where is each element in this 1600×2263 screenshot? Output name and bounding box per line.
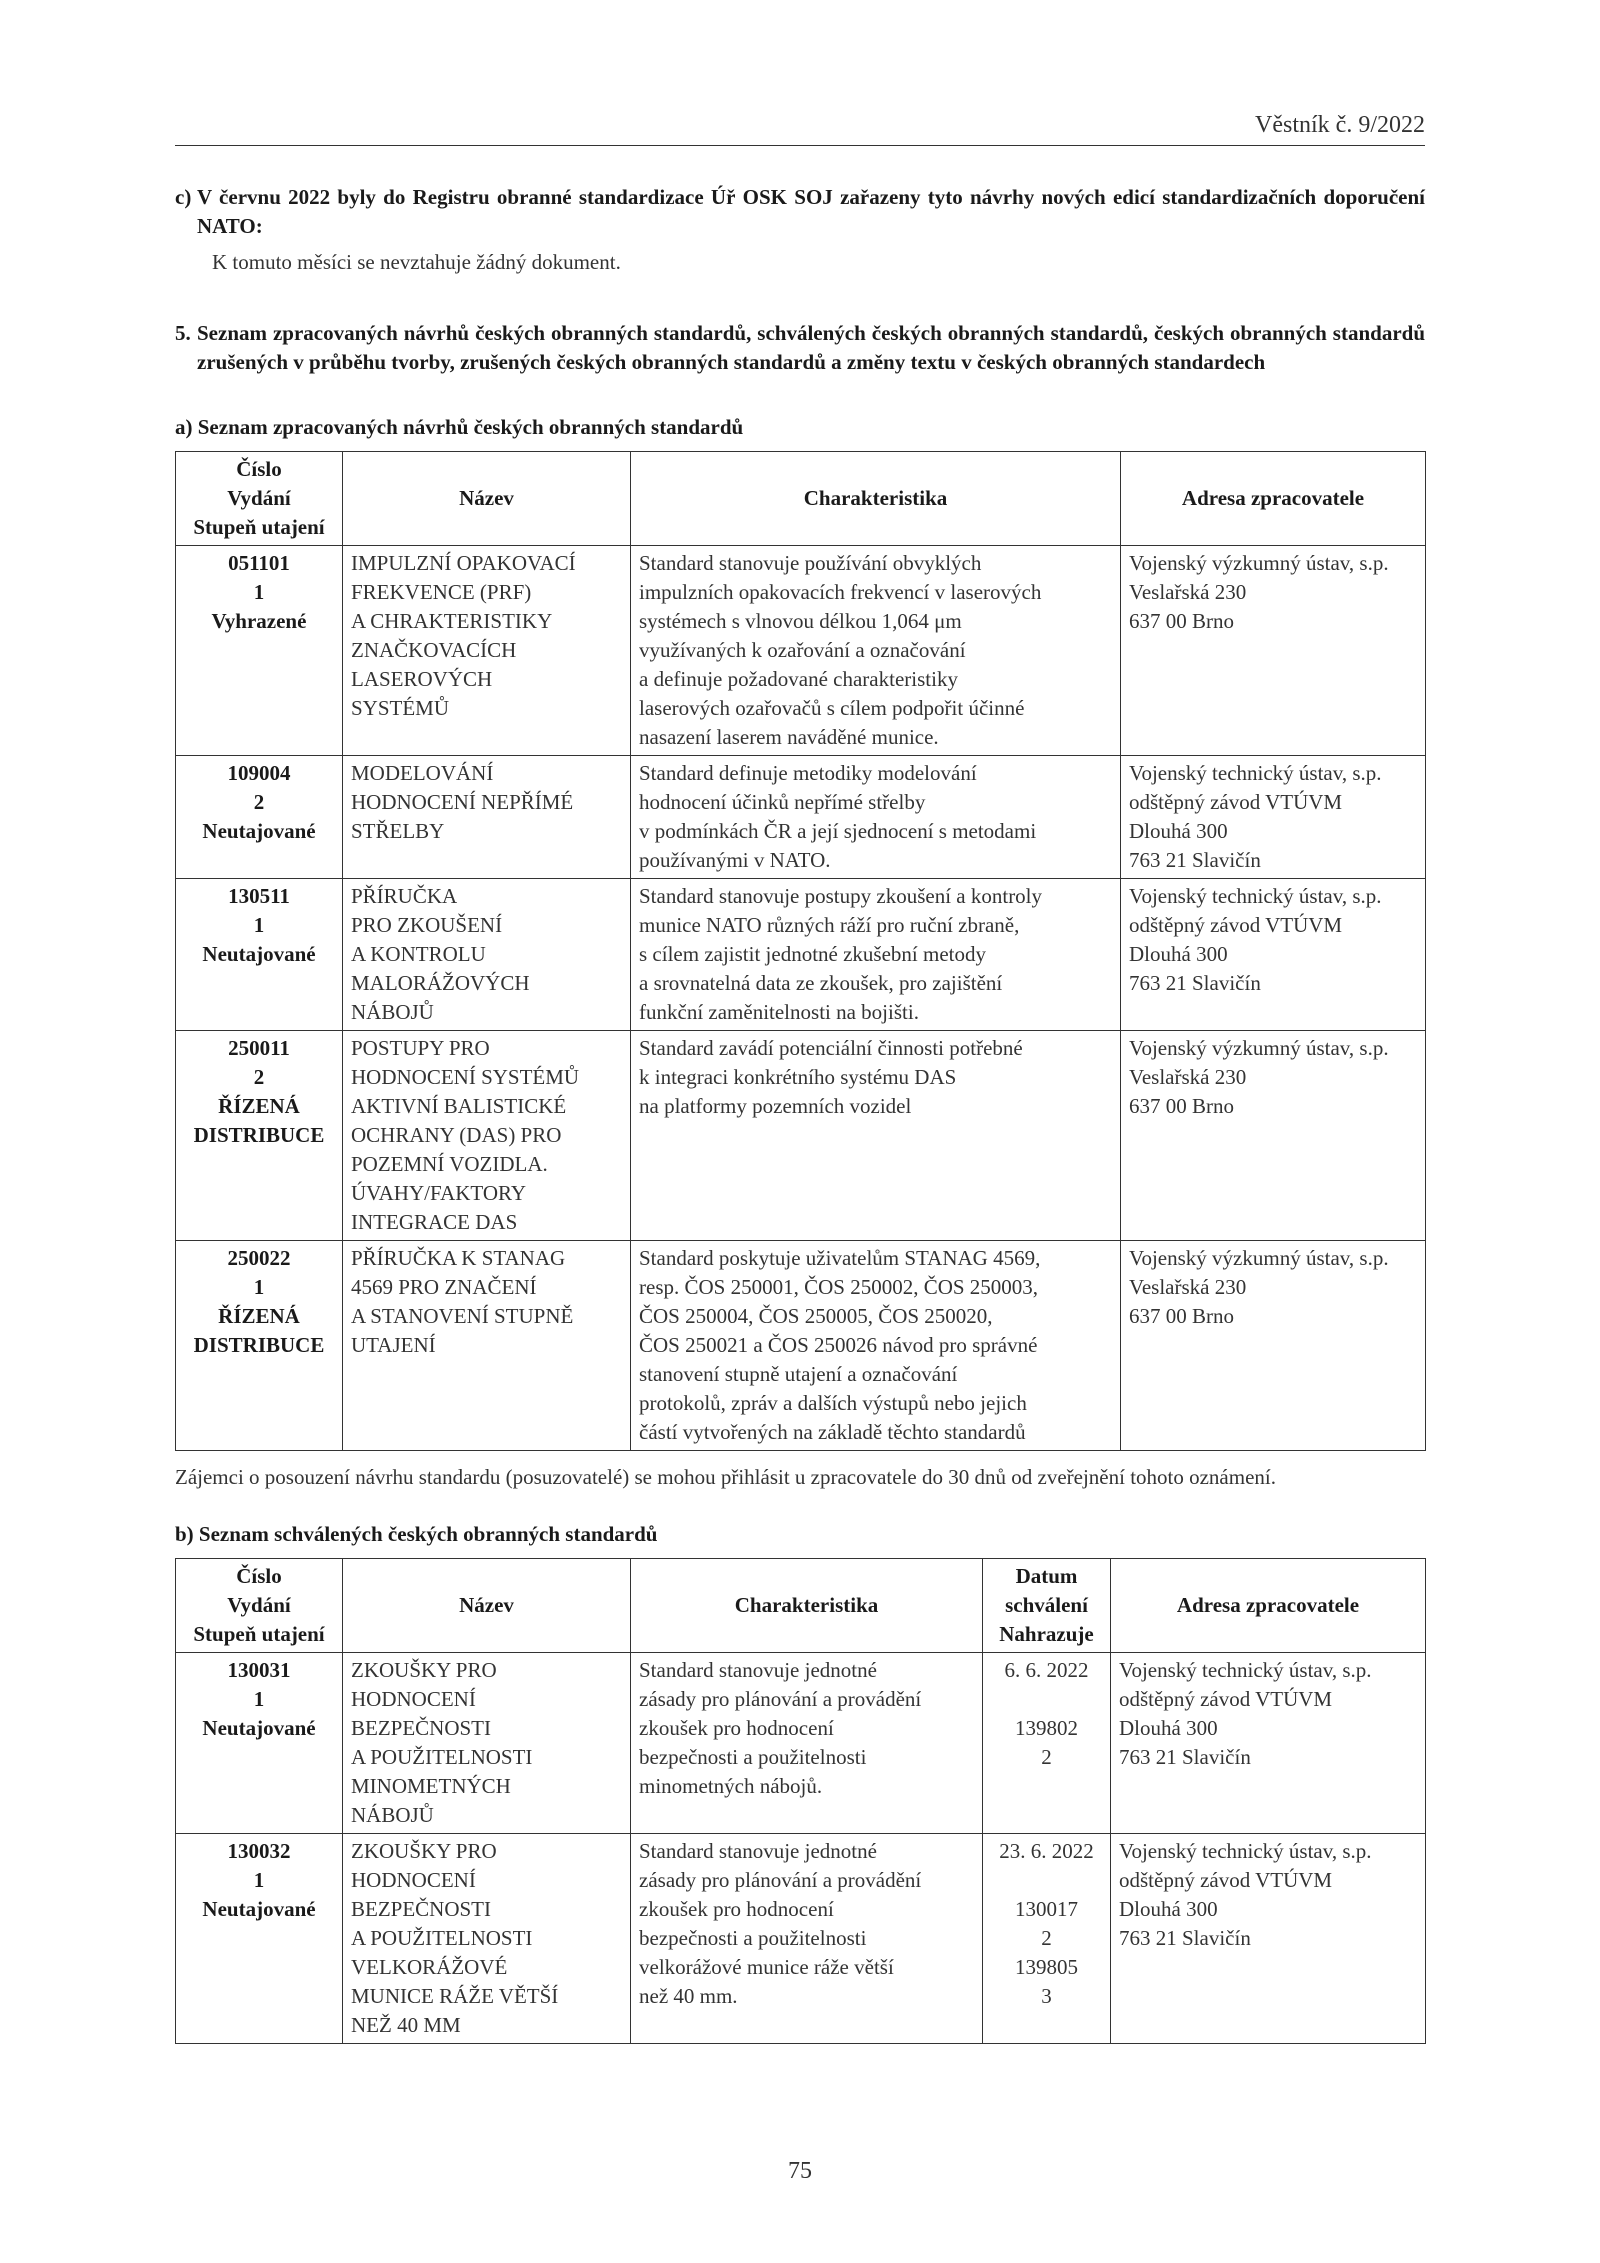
table-row xyxy=(176,1834,1426,2044)
cislo-cell-line: 250022 xyxy=(227,1246,291,1270)
cislo-cell-line: 1 xyxy=(253,1275,265,1299)
adresa-cell-line: Vojenský výzkumný ústav, s.p. xyxy=(1129,1246,1389,1270)
charakteristika-cell-line: systémech s vlnovou délkou 1,064 μm xyxy=(639,609,962,633)
cislo-cell-line: DISTRIBUCE xyxy=(193,1123,325,1147)
nazev-cell-line: A KONTROLU xyxy=(351,942,486,966)
table-b-header-charakteristika: Charakteristika xyxy=(631,1559,983,1653)
adresa-cell-line: Veslařská 230 xyxy=(1129,1275,1247,1299)
header-line: Vydání xyxy=(227,486,291,510)
nazev-cell xyxy=(343,1241,631,1451)
cislo-cell-line: 051101 xyxy=(228,551,290,575)
nazev-cell-line: UTAJENÍ xyxy=(351,1333,436,1357)
cislo-cell-line: Vyhrazené xyxy=(211,609,307,633)
nazev-cell-line: MALORÁŽOVÝCH xyxy=(351,971,530,995)
adresa-cell-line: Vojenský technický ústav, s.p. xyxy=(1119,1839,1372,1863)
charakteristika-cell xyxy=(631,1241,1121,1451)
table-row xyxy=(176,879,1426,1031)
charakteristika-cell-line: a definuje požadované charakteristiky xyxy=(639,667,958,691)
adresa-cell-line: Vojenský výzkumný ústav, s.p. xyxy=(1129,551,1389,575)
nazev-cell xyxy=(343,546,631,756)
cislo-cell-line: 130511 xyxy=(228,884,290,908)
table-a-title: a) Seznam zpracovaných návrhů českých obranných standardů xyxy=(175,415,744,439)
charakteristika-cell-line: s cílem zajistit jednotné zkušební metody xyxy=(639,942,987,966)
table-b-body xyxy=(176,1653,1426,2044)
adresa-cell xyxy=(1121,879,1426,1031)
nazev-cell-line: LASEROVÝCH xyxy=(351,667,493,691)
table-b-header-row xyxy=(176,1559,1426,1653)
adresa-cell-line: 637 00 Brno xyxy=(1129,1304,1234,1328)
nazev-cell-line: BEZPEČNOSTI xyxy=(351,1897,492,1921)
datum-cell-line xyxy=(991,1866,1102,1895)
table-row xyxy=(176,1241,1426,1451)
cislo-cell-line: 130031 xyxy=(227,1658,291,1682)
charakteristika-cell-line: bezpečnosti a použitelnosti xyxy=(639,1745,867,1769)
cislo-cell xyxy=(176,546,343,756)
cislo-cell xyxy=(176,1834,343,2044)
table-a-header-cislo xyxy=(176,452,343,546)
cislo-cell-line: 1 xyxy=(253,913,265,937)
charakteristika-cell xyxy=(631,1653,983,1834)
table-a-header-charakteristika: Charakteristika xyxy=(631,452,1121,546)
table-a-note: Zájemci o posouzení návrhu standardu (posuzovatelé) se mohou přihlásit u zpracovatele do 30 dnů od zveřejnění tohoto oznámení. xyxy=(175,1465,1276,1489)
charakteristika-cell-line: a srovnatelná data ze zkoušek, pro zajištění xyxy=(639,971,1003,995)
datum-cell-line: 6. 6. 2022 xyxy=(1004,1658,1089,1682)
nazev-cell-line: MODELOVÁNÍ xyxy=(351,761,494,785)
nazev-cell-line: POZEMNÍ VOZIDLA. xyxy=(351,1152,548,1176)
nazev-cell-line: AKTIVNÍ BALISTICKÉ xyxy=(351,1094,567,1118)
charakteristika-cell-line: ČOS 250004, ČOS 250005, ČOS 250020, xyxy=(639,1304,993,1328)
adresa-cell-line: Vojenský technický ústav, s.p. xyxy=(1119,1658,1372,1682)
table-b xyxy=(175,1558,1426,2044)
charakteristika-cell xyxy=(631,1834,983,2044)
charakteristika-cell-line: Standard poskytuje uživatelům STANAG 4569, xyxy=(639,1246,1041,1270)
cislo-cell-line: 250011 xyxy=(228,1036,290,1060)
adresa-cell-line: Veslařská 230 xyxy=(1129,580,1247,604)
charakteristika-cell-line: nasazení laserem naváděné munice. xyxy=(639,725,939,749)
nazev-cell-line: POSTUPY PRO xyxy=(351,1036,490,1060)
nazev-cell-line: HODNOCENÍ SYSTÉMŮ xyxy=(351,1065,580,1089)
charakteristika-cell-line: Standard zavádí potenciální činnosti potřebné xyxy=(639,1036,1023,1060)
charakteristika-cell-line: Standard definuje metodiky modelování xyxy=(639,761,977,785)
cislo-cell-line: Neutajované xyxy=(202,819,316,843)
cislo-cell-line: Neutajované xyxy=(202,1897,316,1921)
cislo-cell-line: Neutajované xyxy=(202,942,316,966)
adresa-cell-line: Dlouhá 300 xyxy=(1119,1716,1218,1740)
charakteristika-cell-line: Standard stanovuje postupy zkoušení a kontroly xyxy=(639,884,1043,908)
cislo-cell xyxy=(176,1031,343,1241)
nazev-cell-line: OCHRANY (DAS) PRO xyxy=(351,1123,562,1147)
section-c-heading xyxy=(175,183,1425,241)
charakteristika-cell-line: zkoušek pro hodnocení xyxy=(639,1716,834,1740)
charakteristika-cell-line: minometných nábojů. xyxy=(639,1774,823,1798)
datum-cell-line: 23. 6. 2022 xyxy=(999,1839,1094,1863)
nazev-cell-line: HODNOCENÍ NEPŘÍMÉ xyxy=(351,790,574,814)
header-line: Číslo xyxy=(236,457,282,481)
adresa-cell xyxy=(1111,1834,1426,2044)
adresa-cell-line: 763 21 Slavičín xyxy=(1129,848,1261,872)
adresa-cell-line: Vojenský výzkumný ústav, s.p. xyxy=(1129,1036,1389,1060)
charakteristika-cell xyxy=(631,879,1121,1031)
nazev-cell-line: HODNOCENÍ xyxy=(351,1687,476,1711)
nazev-cell-line: 4569 PRO ZNAČENÍ xyxy=(351,1275,537,1299)
datum-cell-line: 139805 xyxy=(1015,1955,1078,1979)
cislo-cell-line: 1 xyxy=(253,1868,265,1892)
adresa-cell-line: Dlouhá 300 xyxy=(1129,819,1228,843)
nazev-cell xyxy=(343,1834,631,2044)
nazev-cell-line: ZNAČKOVACÍCH xyxy=(351,638,517,662)
cislo-cell-line: Neutajované xyxy=(202,1716,316,1740)
nazev-cell-line: INTEGRACE DAS xyxy=(351,1210,518,1234)
nazev-cell xyxy=(343,1653,631,1834)
charakteristika-cell-line: využívaných k ozařování a označování xyxy=(639,638,966,662)
table-a-header-row xyxy=(176,452,1426,546)
nazev-cell xyxy=(343,1031,631,1241)
adresa-cell-line: 763 21 Slavičín xyxy=(1129,971,1261,995)
nazev-cell-line: ZKOUŠKY PRO xyxy=(351,1839,497,1863)
nazev-cell-line: A POUŽITELNOSTI xyxy=(351,1926,533,1950)
header-line: Stupeň utajení xyxy=(193,515,325,539)
cislo-cell-line: 2 xyxy=(253,1065,265,1089)
table-a xyxy=(175,451,1426,1451)
adresa-cell-line: Dlouhá 300 xyxy=(1119,1897,1218,1921)
adresa-cell xyxy=(1121,1241,1426,1451)
section-5-heading xyxy=(175,319,1425,377)
charakteristika-cell-line: laserových ozařovačů s cílem podpořit účinné xyxy=(639,696,1025,720)
nazev-cell-line: NÁBOJŮ xyxy=(351,1000,434,1024)
header-rule xyxy=(175,145,1425,146)
table-row xyxy=(176,1653,1426,1834)
cislo-cell-line: DISTRIBUCE xyxy=(193,1333,325,1357)
charakteristika-cell-line: munice NATO různých ráží pro ruční zbraně, xyxy=(639,913,1020,937)
table-a-header-nazev: Název xyxy=(343,452,631,546)
charakteristika-cell-line: na platformy pozemních vozidel xyxy=(639,1094,912,1118)
nazev-cell-line: BEZPEČNOSTI xyxy=(351,1716,492,1740)
nazev-cell-line: MUNICE RÁŽE VĚTŠÍ xyxy=(351,1984,559,2008)
cislo-cell xyxy=(176,1241,343,1451)
nazev-cell-line: PŘÍRUČKA K STANAG xyxy=(351,1246,566,1270)
nazev-cell-line: PŘÍRUČKA xyxy=(351,884,458,908)
charakteristika-cell-line: Standard stanovuje jednotné xyxy=(639,1658,877,1682)
nazev-cell-line: HODNOCENÍ xyxy=(351,1868,476,1892)
adresa-cell-line: Vojenský technický ústav, s.p. xyxy=(1129,884,1382,908)
adresa-cell xyxy=(1111,1653,1426,1834)
nazev-cell-line: STŘELBY xyxy=(351,819,445,843)
charakteristika-cell-line: v podmínkách ČR a její sjednocení s metodami xyxy=(639,819,1037,843)
datum-cell-line: 3 xyxy=(1041,1984,1052,2008)
cislo-cell-line: 2 xyxy=(253,790,265,814)
cislo-cell xyxy=(176,879,343,1031)
adresa-cell xyxy=(1121,1031,1426,1241)
adresa-cell-line: odštěpný závod VTÚVM xyxy=(1129,913,1343,937)
nazev-cell-line: NÁBOJŮ xyxy=(351,1803,434,1827)
table-row xyxy=(176,756,1426,879)
datum-cell-line: 2 xyxy=(1041,1926,1052,1950)
cislo-cell-line: ŘÍZENÁ xyxy=(218,1304,300,1328)
nazev-cell-line: MINOMETNÝCH xyxy=(351,1774,511,1798)
header-line: schválení xyxy=(1005,1593,1088,1617)
table-a-header-adresa: Adresa zpracovatele xyxy=(1121,452,1426,546)
adresa-cell-line: Dlouhá 300 xyxy=(1129,942,1228,966)
adresa-cell-line: Veslařská 230 xyxy=(1129,1065,1247,1089)
adresa-cell-line: 637 00 Brno xyxy=(1129,609,1234,633)
charakteristika-cell-line: impulzních opakovacích frekvencí v laserových xyxy=(639,580,1042,604)
charakteristika-cell-line: zásady pro plánování a provádění xyxy=(639,1687,922,1711)
section-c-heading-text: V červnu 2022 byly do Registru obranné standardizace Úř OSK SOJ zařazeny tyto návrhy nových edicí standardizačních doporučení NATO: xyxy=(197,185,1425,238)
adresa-cell-line: odštěpný závod VTÚVM xyxy=(1119,1687,1333,1711)
section-5-heading-text: Seznam zpracovaných návrhů českých obranných standardů, schválených českých obranných standardů, českých obranných standardů zrušených v průběhu tvorby, zrušených českých obranných standardů a změny textu v českých obranných standardech xyxy=(197,321,1425,374)
nazev-cell-line: A CHRAKTERISTIKY xyxy=(351,609,553,633)
cislo-cell-line: 109004 xyxy=(227,761,291,785)
charakteristika-cell-line: ČOS 250021 a ČOS 250026 návod pro správné xyxy=(639,1333,1038,1357)
charakteristika-cell-line: Standard stanovuje používání obvyklých xyxy=(639,551,982,575)
charakteristika-cell-line: bezpečnosti a použitelnosti xyxy=(639,1926,867,1950)
charakteristika-cell-line: funkční zaměnitelnosti na bojišti. xyxy=(639,1000,919,1024)
adresa-cell-line: odštěpný závod VTÚVM xyxy=(1119,1868,1333,1892)
table-a-body xyxy=(176,546,1426,1451)
cislo-cell-line: 130032 xyxy=(227,1839,291,1863)
charakteristika-cell-line: než 40 mm. xyxy=(639,1984,738,2008)
adresa-cell-line: 637 00 Brno xyxy=(1129,1094,1234,1118)
nazev-cell-line: VELKORÁŽOVÉ xyxy=(351,1955,508,1979)
cislo-cell-line: 1 xyxy=(253,580,265,604)
section-c-text: K tomuto měsíci se nevztahuje žádný dokument. xyxy=(212,250,621,274)
charakteristika-cell-line: resp. ČOS 250001, ČOS 250002, ČOS 250003, xyxy=(639,1275,1039,1299)
header-line: Datum xyxy=(1015,1564,1078,1588)
nazev-cell-line: FREKVENCE (PRF) xyxy=(351,580,532,604)
charakteristika-cell xyxy=(631,546,1121,756)
table-b-header-adresa: Adresa zpracovatele xyxy=(1111,1559,1426,1653)
section-5-label: 5. xyxy=(175,321,191,345)
datum-cell-line xyxy=(991,1685,1102,1714)
datum-cell-line: 139802 xyxy=(1015,1716,1078,1740)
nazev-cell-line: ÚVAHY/FAKTORY xyxy=(351,1181,527,1205)
charakteristika-cell-line: zkoušek pro hodnocení xyxy=(639,1897,834,1921)
nazev-cell-line: ZKOUŠKY PRO xyxy=(351,1658,497,1682)
header-line: Vydání xyxy=(227,1593,291,1617)
datum-cell-line: 2 xyxy=(1041,1745,1052,1769)
datum-cell xyxy=(983,1834,1111,2044)
page-number: 75 xyxy=(788,2158,812,2184)
table-row xyxy=(176,1031,1426,1241)
charakteristika-cell-line: zásady pro plánování a provádění xyxy=(639,1868,922,1892)
header-line: Nahrazuje xyxy=(999,1622,1094,1646)
cislo-cell xyxy=(176,1653,343,1834)
adresa-cell-line: odštěpný závod VTÚVM xyxy=(1129,790,1343,814)
charakteristika-cell xyxy=(631,1031,1121,1241)
charakteristika-cell-line: velkorážové munice ráže větší xyxy=(639,1955,894,1979)
charakteristika-cell-line: k integraci konkrétního systému DAS xyxy=(639,1065,957,1089)
table-b-title: b) Seznam schválených českých obranných standardů xyxy=(175,1522,658,1546)
section-c-label: c) xyxy=(175,185,192,209)
nazev-cell-line: PRO ZKOUŠENÍ xyxy=(351,913,503,937)
charakteristika-cell-line: částí vytvořených na základě těchto standardů xyxy=(639,1420,1026,1444)
charakteristika-cell-line: Standard stanovuje jednotné xyxy=(639,1839,877,1863)
adresa-cell xyxy=(1121,756,1426,879)
charakteristika-cell-line: hodnocení účinků nepřímé střelby xyxy=(639,790,926,814)
cislo-cell-line: ŘÍZENÁ xyxy=(218,1094,300,1118)
header-line: Stupeň utajení xyxy=(193,1622,325,1646)
nazev-cell-line: A POUŽITELNOSTI xyxy=(351,1745,533,1769)
charakteristika-cell xyxy=(631,756,1121,879)
table-b-header-cislo xyxy=(176,1559,343,1653)
charakteristika-cell-line: protokolů, zpráv a dalších výstupů nebo jejich xyxy=(639,1391,1027,1415)
page-header: Věstník č. 9/2022 xyxy=(1255,112,1425,138)
adresa-cell-line: Vojenský technický ústav, s.p. xyxy=(1129,761,1382,785)
nazev-cell-line: NEŽ 40 MM xyxy=(351,2013,461,2037)
table-row xyxy=(176,546,1426,756)
cislo-cell xyxy=(176,756,343,879)
adresa-cell-line: 763 21 Slavičín xyxy=(1119,1926,1251,1950)
adresa-cell-line: 763 21 Slavičín xyxy=(1119,1745,1251,1769)
nazev-cell xyxy=(343,879,631,1031)
nazev-cell-line: IMPULZNÍ OPAKOVACÍ xyxy=(351,551,576,575)
charakteristika-cell-line: stanovení stupně utajení a označování xyxy=(639,1362,958,1386)
nazev-cell-line: A STANOVENÍ STUPNĚ xyxy=(351,1304,574,1328)
table-b-header-datum xyxy=(983,1559,1111,1653)
datum-cell xyxy=(983,1653,1111,1834)
nazev-cell-line: SYSTÉMŮ xyxy=(351,696,450,720)
header-line: Číslo xyxy=(236,1564,282,1588)
charakteristika-cell-line: používanými v NATO. xyxy=(639,848,831,872)
datum-cell-line: 130017 xyxy=(1015,1897,1078,1921)
adresa-cell xyxy=(1121,546,1426,756)
content-flow xyxy=(175,183,1425,2044)
table-b-header-nazev: Název xyxy=(343,1559,631,1653)
cislo-cell-line: 1 xyxy=(253,1687,265,1711)
nazev-cell xyxy=(343,756,631,879)
